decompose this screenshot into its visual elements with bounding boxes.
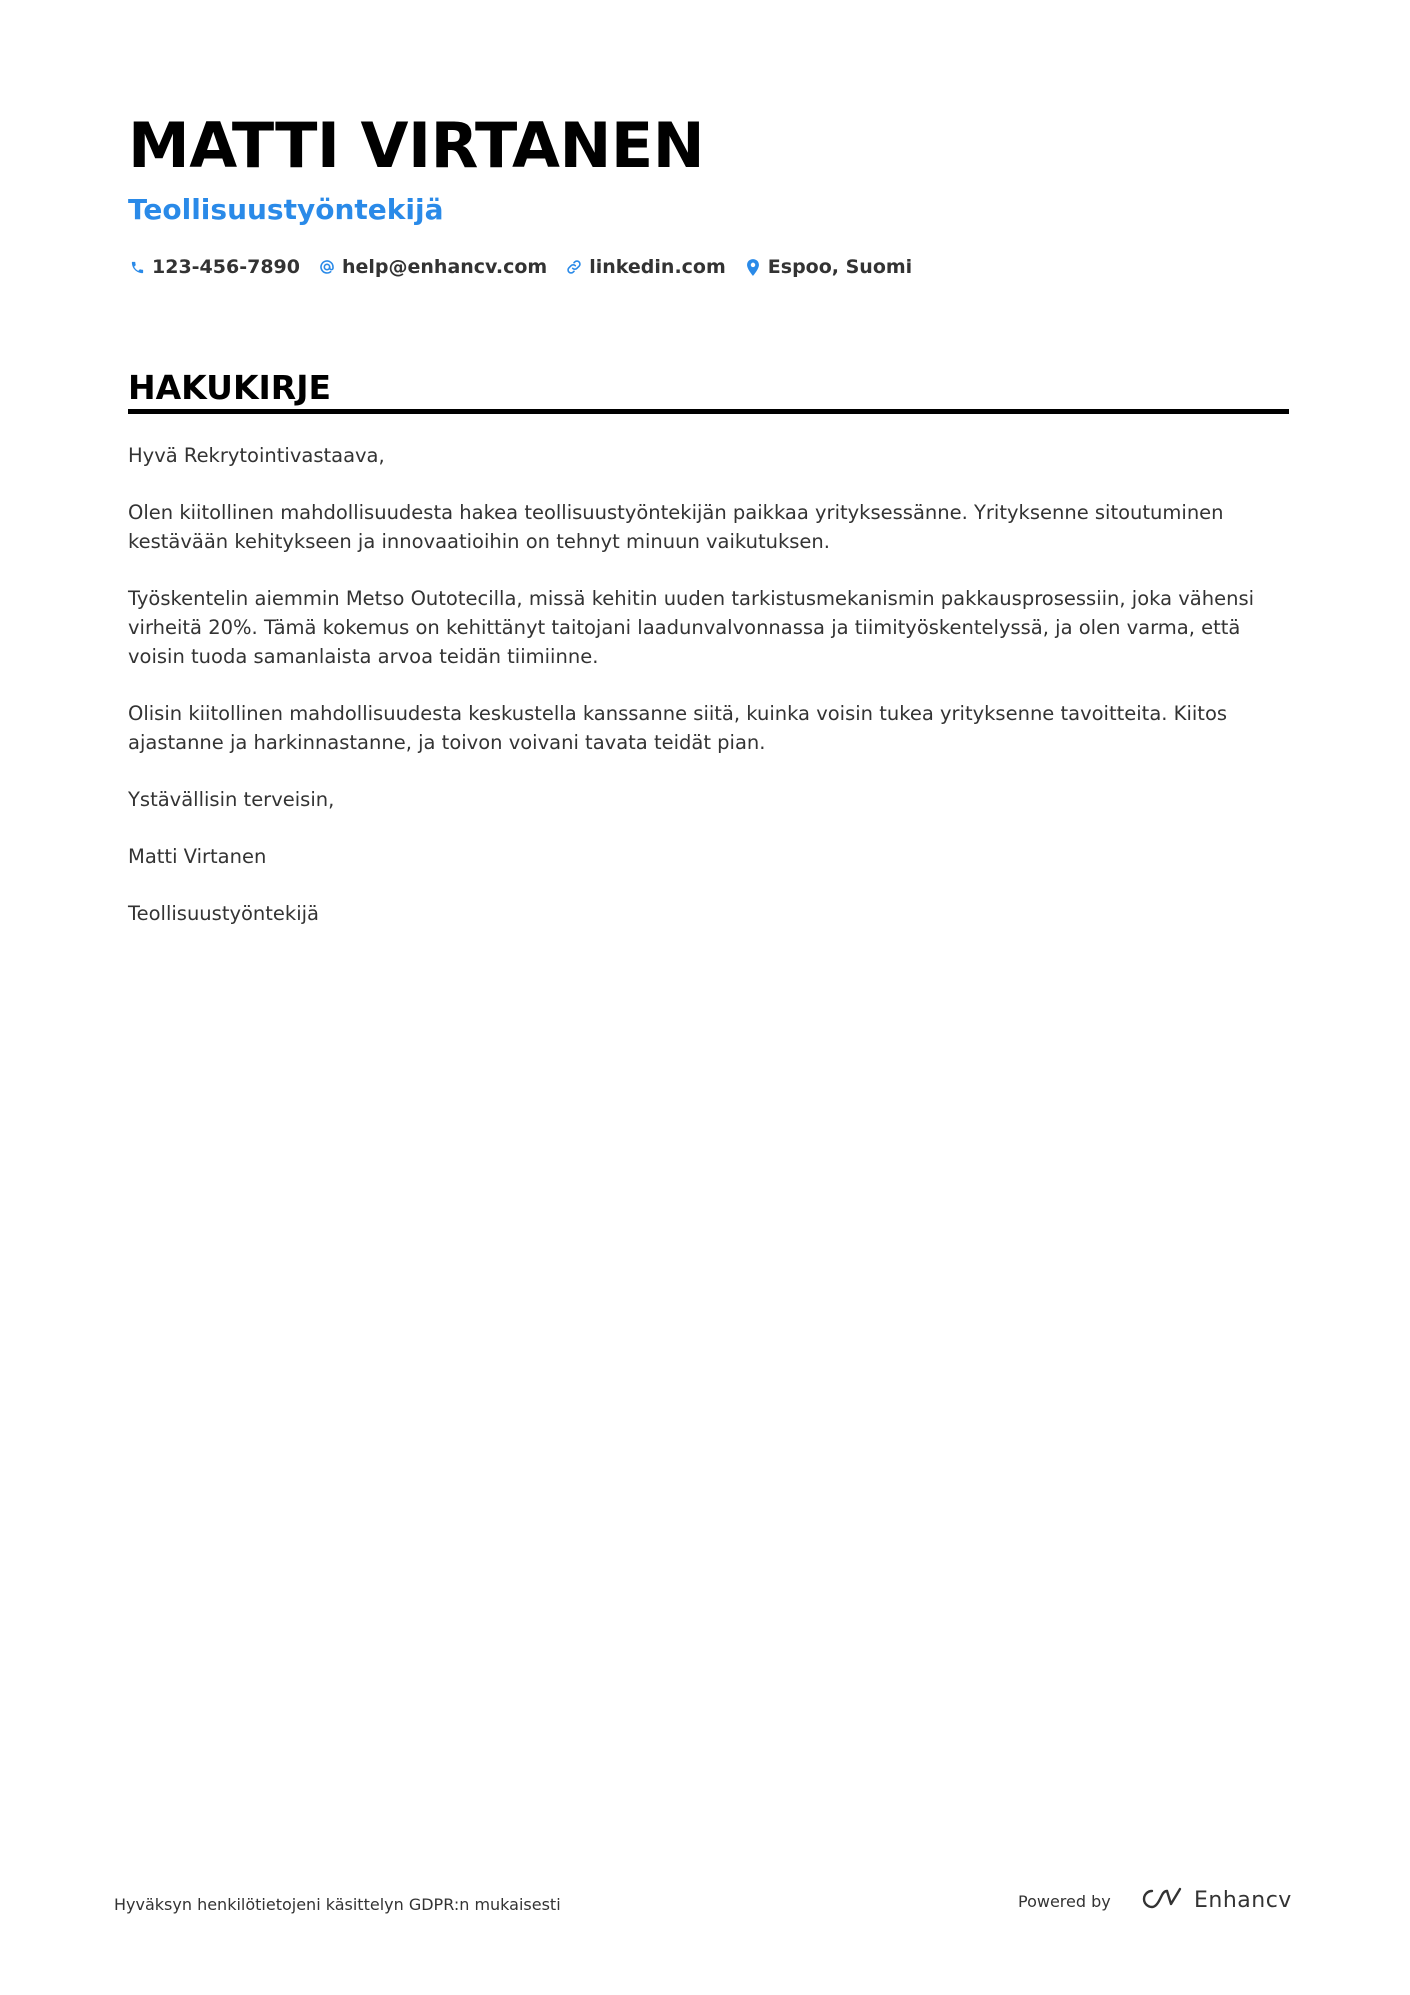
- contact-email: [318, 256, 547, 278]
- gdpr-consent-text: Hyväksyn henkilötietojeni käsittelyn GDPR:n mukaisesti: [114, 1895, 561, 1914]
- link-icon: [565, 258, 583, 276]
- location-text: Espoo, Suomi: [767, 256, 913, 278]
- contact-location: [744, 256, 912, 278]
- letter-closing: Ystävällisin terveisin,: [128, 788, 335, 811]
- location-pin-icon: [744, 258, 762, 276]
- contact-linkedin: [565, 256, 726, 278]
- enhancv-logo-icon: [1138, 1886, 1184, 1916]
- signature-name: Matti Virtanen: [128, 845, 267, 868]
- signature-title: Teollisuustyöntekijä: [128, 902, 320, 925]
- contact-phone: [128, 256, 300, 278]
- candidate-title: Teollisuustyöntekijä: [128, 193, 444, 226]
- enhancv-brand-link[interactable]: [1138, 1886, 1292, 1916]
- section-divider: [128, 409, 1289, 414]
- at-icon: [318, 258, 336, 276]
- linkedin-text: linkedin.com: [589, 256, 726, 278]
- letter-paragraph: Olisin kiitollinen mahdollisuudesta keskustella kanssanne siitä, kuinka voisin tukea yrityksenne tavoitteita. Kiitos ajastanne ja harkinnastanne, ja toivon voivani tavata teidät pian.: [128, 702, 1228, 754]
- email-text: help@enhancv.com: [341, 256, 548, 278]
- letter-paragraph: Työskentelin aiemmin Metso Outotecilla, missä kehitin uuden tarkistusmekanismin pakkausprosessiin, joka vähensi virheitä 20%. Tämä kokemus on kehittänyt taitojani laadunvalvonnassa ja tiimityöskentelyssä, ja olen varma, että voisin tuoda samanlaista arvoa teidän tiimiinne.: [128, 587, 1255, 668]
- letter-body: [128, 441, 1289, 956]
- phone-text: 123-456-7890: [152, 256, 300, 278]
- phone-icon: [128, 258, 146, 276]
- section-title: HAKUKIRJE: [128, 368, 332, 407]
- enhancv-brand-name: Enhancv: [1194, 1888, 1292, 1913]
- letter-paragraph: Olen kiitollinen mahdollisuudesta hakea teollisuustyöntekijän paikkaa yrityksessänne. Yrityksenne sitoutuminen kestävään kehitykseen ja innovaatioihin on tehnyt minuun vaikutuksen.: [128, 501, 1224, 553]
- letter-greeting: Hyvä Rekrytointivastaava,: [128, 444, 385, 467]
- candidate-name: MATTI VIRTANEN: [128, 109, 705, 182]
- powered-by-text: Powered by: [1018, 1892, 1111, 1911]
- contact-row: [128, 252, 912, 282]
